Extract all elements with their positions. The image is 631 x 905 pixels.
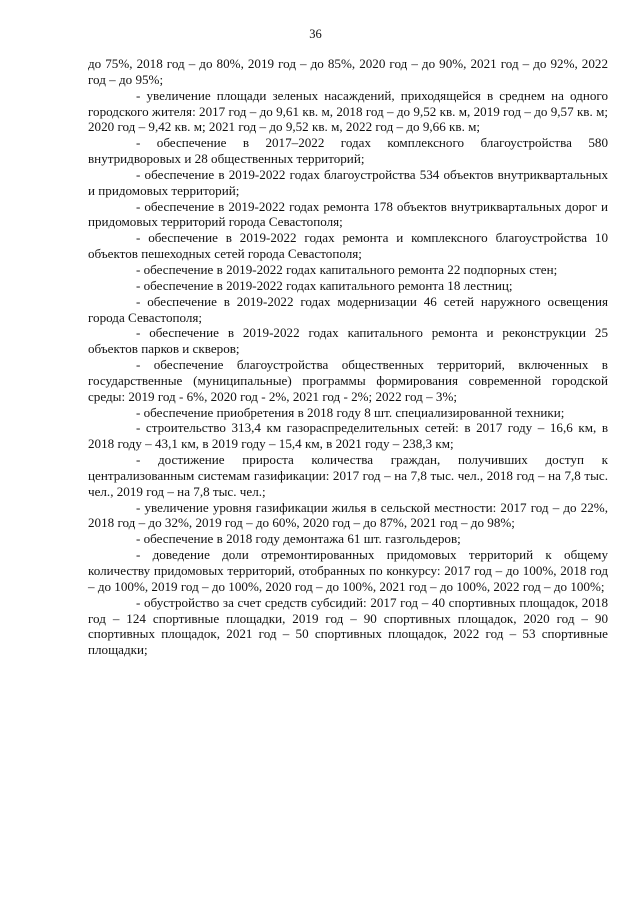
list-item: - обеспечение в 2019-2022 годах модернизации 46 сетей наружного освещения города Севастополя; [88, 293, 608, 325]
list-item: - обеспечение в 2018 году демонтажа 61 шт. газгольдеров; [136, 531, 461, 547]
list-item: - увеличение площади зеленых насаждений, приходящейся в среднем на одного городского жителя: 2017 год – до 9,61 кв. м, 2018 год – до 9,52 кв. м, 2019 год – до 9,57 кв. м; 2020 год – 9,42 кв. м; 2021 год – до 9,52 кв. м, 2022 год – до 9,66 кв. м; [88, 87, 608, 135]
list-item: - обеспечение в 2019-2022 годах капитального ремонта 22 подпорных стен; [136, 261, 558, 277]
list-item: - строительство 313,4 км газораспределительных сетей: в 2017 году – 16,6 км, в 2018 году – 43,1 км, в 2019 году – 15,4 км, в 2021 году – 238,3 км; [88, 420, 608, 452]
list-item: - обеспечение в 2017–2022 годах комплексного благоустройства 580 внутридворовых и 28 общественных территорий; [88, 135, 608, 167]
list-item: - обеспечение в 2019-2022 годах капитального ремонта 18 лестниц; [136, 277, 513, 293]
paragraph-continuation: до 75%, 2018 год – до 80%, 2019 год – до 85%, 2020 год – до 90%, 2021 год – до 92%, 2022 год – до 95%; [88, 56, 608, 87]
list-item: - доведение доли отремонтированных придомовых территорий к общему количеству придомовых территорий, отобранных по конкурсу: 2017 год – до 100%, 2018 год – до 100%, 2019 год – до 100%, 2020 год – до 100%, 2021 год – до 100%, 2022 год – до 100%; [88, 547, 608, 594]
page-number: 36 [309, 27, 322, 41]
list-item: - обеспечение в 2019-2022 годах ремонта 178 объектов внутриквартальных дорог и придомовых территорий города Севастополя; [88, 198, 608, 230]
list-item: - обеспечение в 2019-2022 годах капитального ремонта и реконструкции 25 объектов парков и скверов; [88, 325, 608, 357]
page-body [88, 56, 608, 658]
list-item: - обустройство за счет средств субсидий: 2017 год – 40 спортивных площадок, 2018 год – 124 спортивные площадки, 2019 год – 90 спортивных площадок, 2020 год – 90 спортивных площадок, 2021 год – 50 спортивных площадок, 2022 год – 53 спортивные площадки; [88, 594, 608, 658]
list-item: - обеспечение приобретения в 2018 году 8 шт. специализированной техники; [136, 404, 565, 420]
list-item: - обеспечение благоустройства общественных территорий, включенных в государственные (муниципальные) программы формирования современной городской среды: 2019 год - 6%, 2020 год - 2%, 2021 год - 2%; 2022 год – 3%; [88, 357, 608, 404]
list-item: - увеличение уровня газификации жилья в сельской местности: 2017 год – до 22%, 2018 год – до 32%, 2019 год – до 60%, 2020 год – до 87%, 2021 год – до 98%; [88, 499, 608, 531]
list-item: - обеспечение в 2019-2022 годах благоустройства 534 объектов внутриквартальных и придомовых территорий; [88, 166, 608, 198]
list-item: - достижение прироста количества граждан, получивших доступ к централизованным системам газификации: 2017 год – на 7,8 тыс. чел., 2018 год – на 7,8 тыс. чел., 2019 год – на 7,8 тыс. чел.; [88, 452, 608, 499]
list-item: - обеспечение в 2019-2022 годах ремонта и комплексного благоустройства 10 объектов пешеходных сетей города Севастополя; [88, 230, 608, 262]
